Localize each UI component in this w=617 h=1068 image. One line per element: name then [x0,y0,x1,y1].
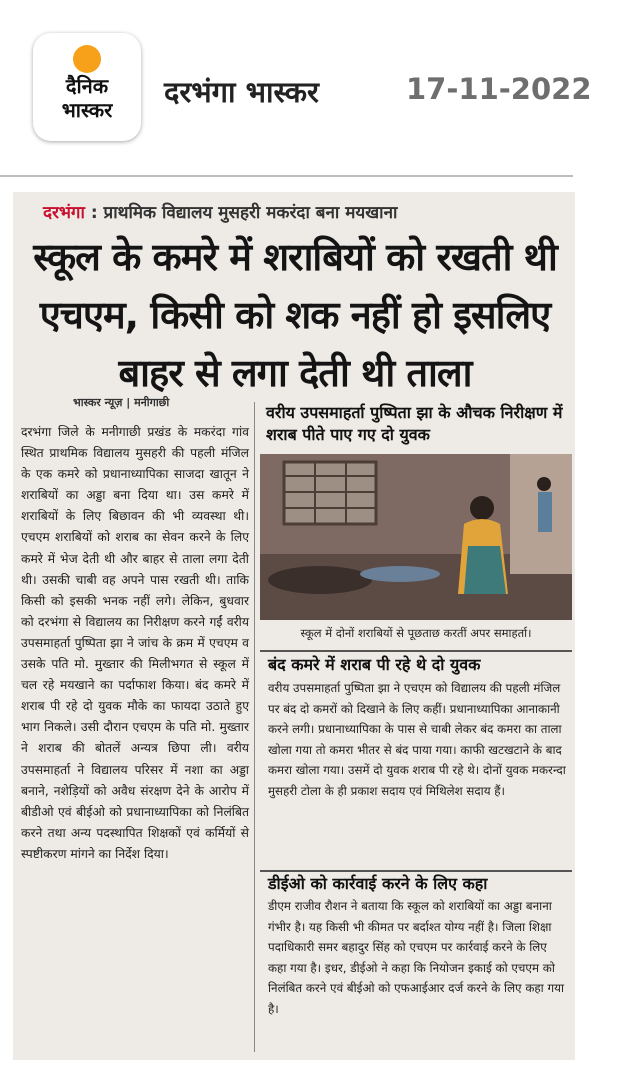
section-divider [260,870,572,872]
kicker-city: दरभंगा [43,203,85,223]
dainik-bhaskar-logo[interactable] [33,33,141,141]
section1-body: वरीय उपसमाहर्ता पुष्पिता झा ने एचएम को विद्यालय की पहली मंजिल पर बंद दो कमरों को दिखाने के लिए कहीं। प्रधानाध्यापिका आनाकानी करने लगी। प्रधानाध्यापिका के पास से चाबी लेकर बंद कमरा का ताला खोला गया तो कमरा भीतर से बंद पाया गया। काफी खटखटाने के बाद कमरा खोला गया। उसमें दो युवक शराब पी रहे थे। दोनों युवक मकरन्दा मुसहरी टोला के ही प्रकाश सदाय एवं मिथिलेश सदाय हैं। [268,681,566,798]
header-divider [0,175,573,177]
section2-body: डीएम राजीव रौशन ने बताया कि स्कूल को शराबियों का अड्डा बनाना गंभीर है। यह किसी भी कीमत पर बर्दाश्त योग्य नहीं है। जिला शिक्षा पदाधिकारी समर बहादुर सिंह को एचएम पर कार्रवाई करने के लिए कहा गया है। इधर, डीईओ ने कहा कि नियोजन इकाई को एचएम को निलंबित करने एवं बीईओ को एफआईआर दर्ज करने के लिए कहा गया है। [268,899,565,1016]
sun-logo-icon [73,45,101,73]
section-divider [260,650,572,652]
article-byline: भास्कर न्यूज़ | मनीगाछी [73,396,170,409]
news-photo [260,454,572,620]
logo-text-line1: दैनिक [65,74,109,98]
article-kicker [43,200,575,223]
newspaper-clipping[interactable] [13,192,575,1060]
column-divider [254,402,255,1052]
photo-caption: स्कूल में दोनों शराबियों से पूछताछ करतीं अपर समाहर्ता। [300,626,532,640]
section1-title: बंद कमरे में शराब पी रहे थे दो युवक [268,655,481,674]
article-body: दरभंगा जिले के मनीगाछी प्रखंड के मकरंदा गांव स्थित प्राथमिक विद्यालय मुसहरी की पहली मंजिल के एक कमरे को प्रधानाध्यापिका साजदा खातून ने शराबियों का अड्डा बना दिया था। उस कमरे में शराबियों के लिए बिछावन की भी व्यवस्था थी। एचएम शराबियों को शराब का सेवन करने के लिए कमरे में भेज देती थी और बाहर से ताला लगा देती थी। उसकी चाबी वह अपने पास रखती थी। ताकि किसी को इसकी भनक नहीं लगे। लेकिन, बुधवार को दरभंगा से विद्यालय का निरीक्षण करने गईं वरीय उपसमाहर्ता पुष्पिता झा ने जांच के क्रम में एचएम व उसके पति मो. मुख्तार की मिलीभगत से स्कूल में चल रहे मयखाने का पर्दाफाश किया। बंद कमरे में शराब पी रहे दो युवक मौके का फायदा उठाते हुए भाग निकले। उसी दौरान एचएम के पति मो. मुख्तार ने शराब की बोतलें अन्यत्र छिपा ली। वरीय उपसमाहर्ता ने विद्यालय परिसर में नशा का अड्डा बनाने, नशेड़ियों को अवैध संरक्षण देने के आरोप में बीडीओ एवं बीईओ को प्रधानाध्यापिका को निलंबित करने तथा अन्य पदस्थापित शिक्षकों एवं कर्मियों से स्पष्टीकरण मांगने का निर्देश दिया। [21,425,249,861]
logo-text-line2: भास्कर [61,98,113,122]
sidebar-subhead: वरीय उपसमाहर्ता पुष्पिता झा के औचक निरीक्षण में शराब पीते पाए गए दो युवक [266,403,563,444]
news-photo-illustration [260,454,572,620]
kicker-text: : प्राथमिक विद्यालय मुसहरी मकरंदा बना मयखाना [90,203,398,223]
section2-title: डीईओ को कार्रवाई करने के लिए कहा [268,874,488,893]
app-header [0,0,617,160]
edition-title: दरभंगा भास्कर [164,75,319,109]
edition-date: 17-11-2022 [406,72,592,106]
article-headline: स्कूल के कमरे में शराबियों को रखती थी एचएम, किसी को शक नहीं हो इसलिए बाहर से लगा देती थी ताला [33,235,557,395]
sidebar-column [260,398,572,1016]
